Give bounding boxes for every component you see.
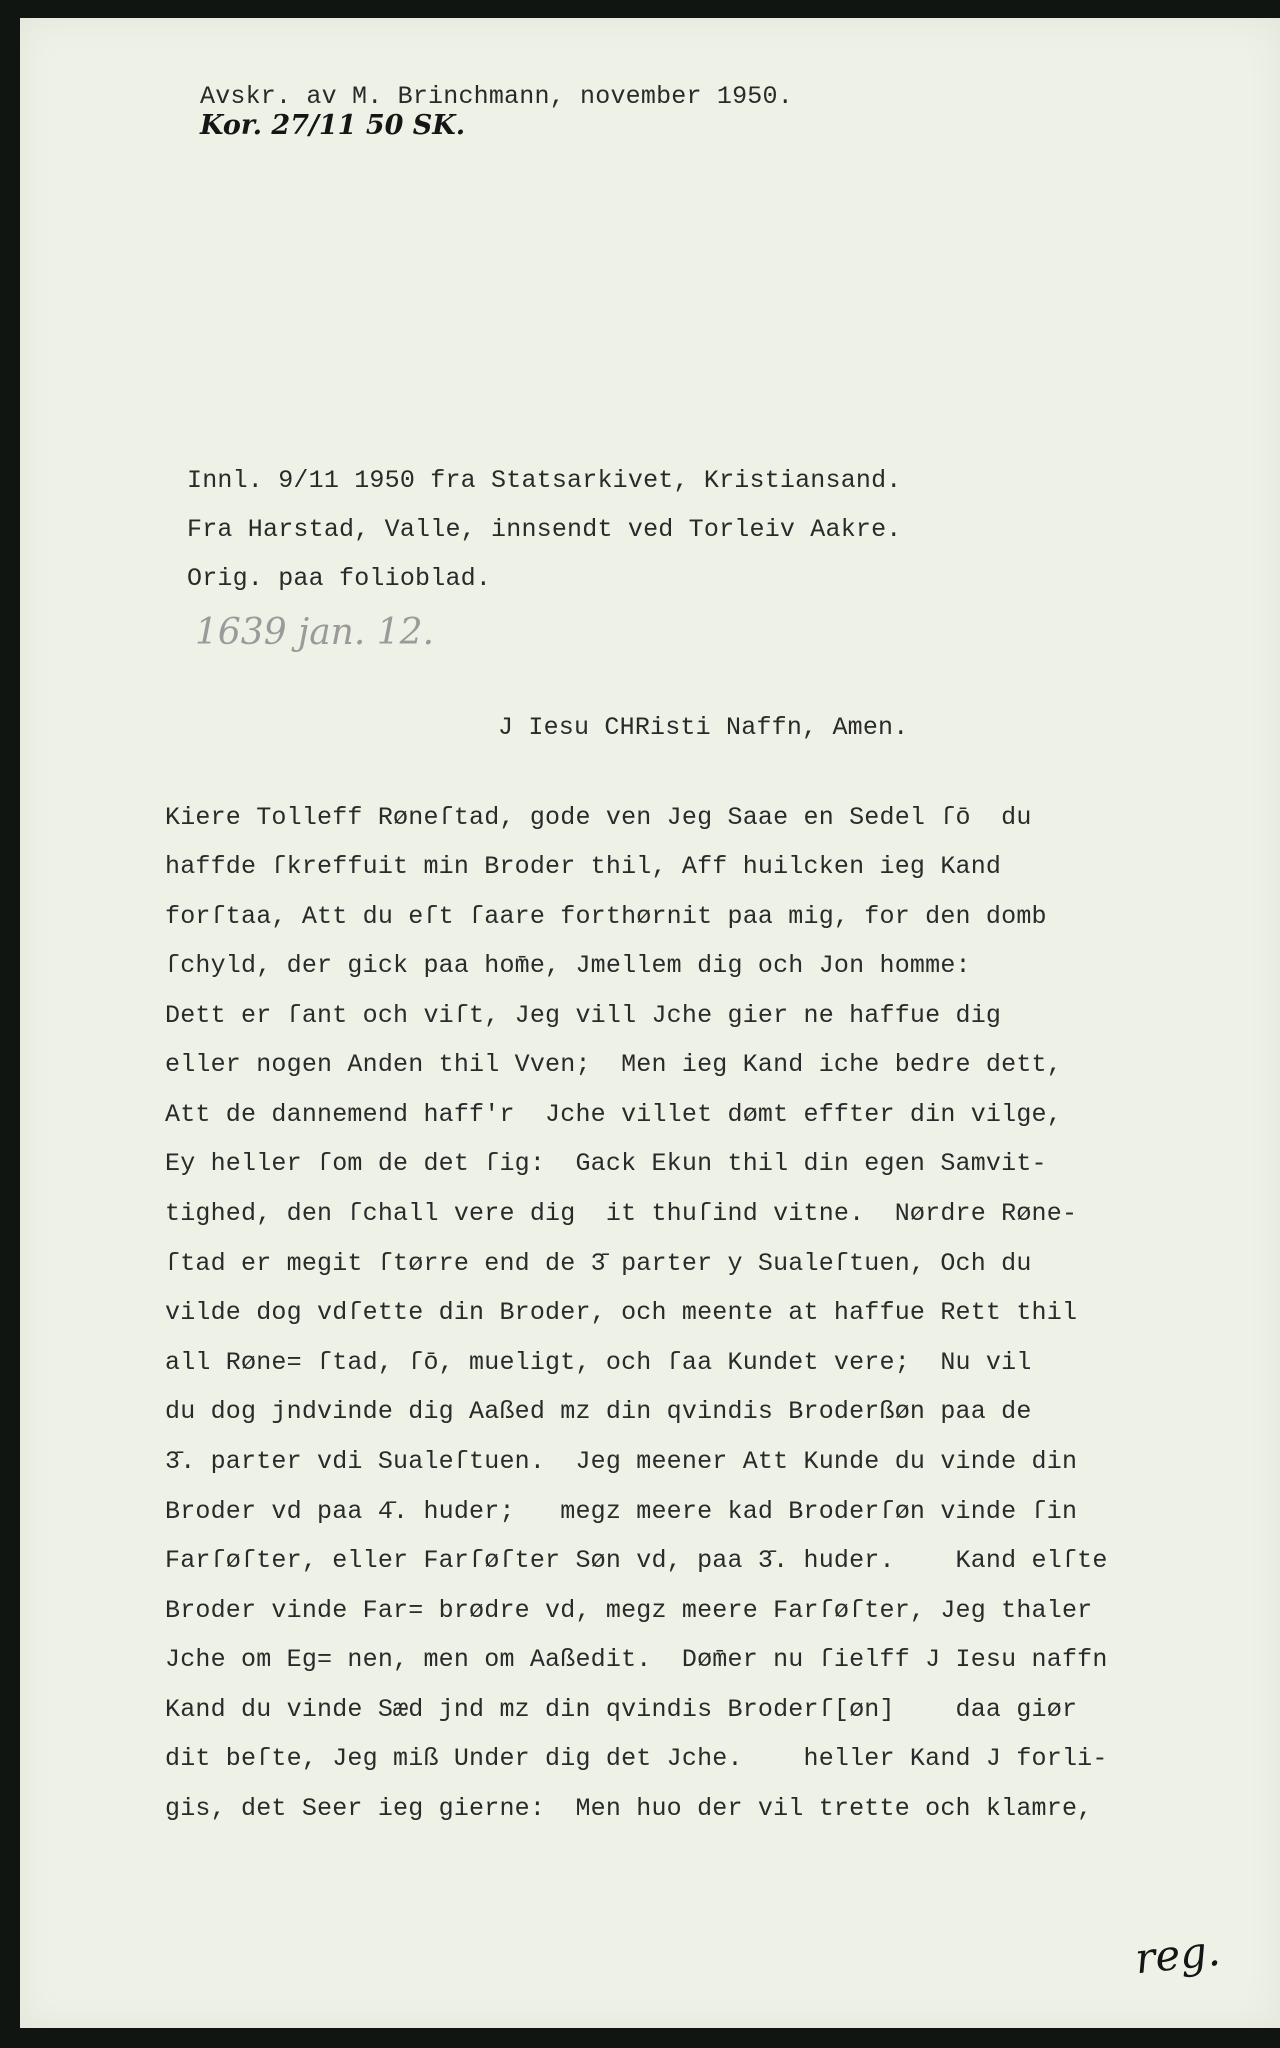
correction-note: Kor. 27/11 50 SK. <box>200 110 466 141</box>
letter-line: dit beſte, Jeg miß Under dig det Jche. heller Kand J forli- <box>165 1744 1108 1773</box>
letter-line: Farſøſter, eller Farſøſter Søn vd, paa 3̄. huder. Kand elſte <box>165 1546 1108 1575</box>
receipt-line-2: Fra Harstad, Valle, innsendt ved Torleiv Aakre. <box>187 515 902 544</box>
letter-line: du dog jndvinde dig Aaßed mz din qvindis Broderßøn paa de <box>165 1397 1032 1426</box>
letter-line: eller nogen Anden thil Vven; Men ieg Kand iche bedre dett, <box>165 1050 1062 1079</box>
letter-line: Kiere Tolleff Røneſtad, gode ven Jeg Saae en Sedel ſō du <box>165 803 1032 832</box>
receipt-line-1: Innl. 9/11 1950 fra Statsarkivet, Kristiansand. <box>187 466 902 495</box>
letter-line: ſtad er megit ſtørre end de 3̄ parter y Sualeſtuen, Och du <box>165 1249 1032 1278</box>
letter-line: Broder vd paa 4̄. huder; megz meere kad Broderſøn vinde ſin <box>165 1497 1078 1526</box>
letter-line: Broder vinde Far= brødre vd, megz meere Farſøſter, Jeg thaler <box>165 1596 1093 1625</box>
letter-line: all Røne= ſtad, ſō, mueligt, och ſaa Kundet vere; Nu vil <box>165 1348 1032 1377</box>
letter-line: vilde dog vdſette din Broder, och meente at haffue Rett thil <box>165 1298 1078 1327</box>
letter-line: haffde ſkreffuit min Broder thil, Aff huilcken ieg Kand <box>165 852 1002 881</box>
letter-line: 3̄. parter vdi Sualeſtuen. Jeg meener Att Kunde du vinde din <box>165 1447 1078 1476</box>
letter-line: gis, det Seer ieg gierne: Men huo der vil trette och klamre, <box>165 1794 1093 1823</box>
letter-line: Dett er ſant och viſt, Jeg vill Jche gier ne haffue dig <box>165 1001 1002 1030</box>
transcription-credit: Avskr. av M. Brinchmann, november 1950. <box>200 82 793 111</box>
document-title: J Iesu CHRisti Naffn, Amen. <box>498 713 909 742</box>
letter-line: Jche om Eg= nen, men om Aaßedit. Døm̄er nu ſielff J Iesu naffn <box>165 1645 1108 1674</box>
receipt-line-3: Orig. paa folioblad. <box>187 564 492 593</box>
letter-line: Ey heller ſom de det ſig: Gack Ekun thil din egen Samvit- <box>165 1149 1047 1178</box>
letter-line: Kand du vinde Sæd jnd mz din qvindis Broderſ[øn] daa giør <box>165 1695 1078 1724</box>
letter-line: tighed, den ſchall vere dig it thuſind vitne. Nørdre Røne- <box>165 1199 1078 1228</box>
letter-line: Att de dannemend haff'r Jche villet dømt effter din vilge, <box>165 1100 1062 1129</box>
registration-mark: reg. <box>1132 1925 1223 1984</box>
letter-line: forſtaa, Att du eſt ſaare forthørnit paa mig, for den domb <box>165 902 1047 931</box>
pencil-date-note: 1639 jan. 12. <box>195 612 435 653</box>
letter-line: ſchyld, der gick paa hom̄e, Jmellem dig och Jon homme: <box>165 951 971 980</box>
